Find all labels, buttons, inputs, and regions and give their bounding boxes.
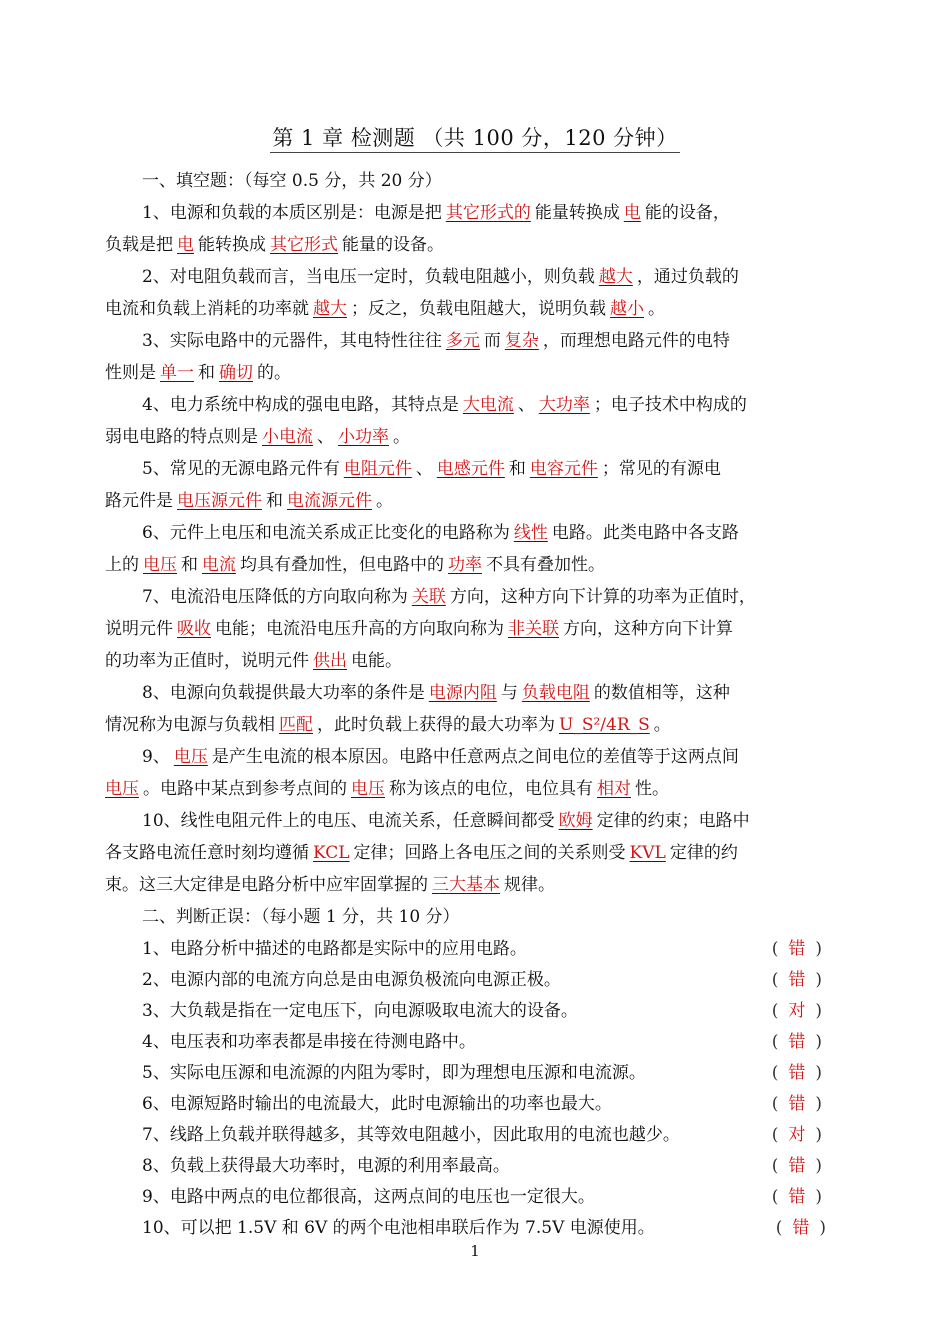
- tf-answer: ( 错 ): [771, 1032, 822, 1052]
- answer-blank: 负载电阻: [521, 683, 590, 703]
- answer-blank: 电压: [351, 779, 385, 799]
- answer-blank: 电流源元件: [287, 491, 372, 511]
- question-3-line-1: 3、实际电路中的元器件，其电特性往往 多元 而 复杂 ，而理想电路元件的电特: [142, 331, 730, 351]
- answer-blank: 电容元件: [529, 459, 598, 479]
- question-8-line-1: 8、电源向负载提供最大功率的条件是 电源内阻 与 负载电阻 的数值相等，这种: [142, 683, 730, 703]
- answer-blank: KVL: [629, 843, 666, 863]
- answer-blank: 其它形式的: [445, 203, 531, 223]
- tf-item: 8、负载上获得最大功率时，电源的利用率最高。: [142, 1156, 510, 1176]
- answer-blank: 电阻元件: [343, 459, 412, 479]
- answer-blank: 电压: [173, 747, 208, 767]
- tf-item: 3、大负载是指在一定电压下，向电源吸取电流大的设备。: [142, 1001, 578, 1021]
- section-heading-true-false: 二、判断正误：（每小题 1 分，共 10 分）: [142, 907, 460, 927]
- question-7-line-1: 7、电流沿电压降低的方向取向称为 关联 方向，这种方向下计算的功率为正值时，: [142, 587, 756, 607]
- answer-blank: 关联: [411, 587, 446, 607]
- question-10-line-1: 10、线性电阻元件上的电压、电流关系，任意瞬间都受 欧姆 定律的约束；电路中: [142, 811, 750, 831]
- tf-answer: ( 对 ): [771, 1125, 822, 1145]
- tf-answer: ( 错 ): [771, 1187, 822, 1207]
- answer-blank: 电: [623, 203, 641, 223]
- answer-blank: 单一: [160, 363, 194, 383]
- tf-item: 6、电源短路时输出的电流最大，此时电源输出的功率也最大。: [142, 1094, 612, 1114]
- question-4-line-2: 弱电电路的特点则是 小电流 、 小功率 。: [105, 427, 410, 447]
- answer-blank: 确切: [219, 363, 253, 383]
- tf-answer: ( 错 ): [771, 1094, 822, 1114]
- answer-blank: 电压: [105, 779, 139, 799]
- answer-blank: 电流: [202, 555, 236, 575]
- question-1-line-1: 1、电源和负载的本质区别是：电源是把 其它形式的 能量转换成 电 能的设备，: [142, 203, 730, 223]
- question-9-line-2: 电压 。电路中某点到参考点间的 电压 称为该点的电位，电位具有 相对 性。: [105, 779, 669, 799]
- question-2-line-2: 电流和负载上消耗的功率就 越大 ；反之，负载电阻越大，说明负载 越小 。: [105, 299, 665, 319]
- question-10-line-2: 各支路电流任意时刻均遵循 KCL 定律；回路上各电压之间的关系则受 KVL 定律的约: [105, 843, 738, 863]
- answer-blank: U_S²/4R_S: [559, 715, 650, 735]
- tf-item: 1、电路分析中描述的电路都是实际中的应用电路。: [142, 939, 527, 959]
- answer-blank: 电压: [143, 555, 177, 575]
- question-6-line-2: 上的 电压 和 电流 均具有叠加性，但电路中的 功率 不具有叠加性。: [105, 555, 605, 575]
- answer-blank: 吸收: [177, 619, 211, 639]
- question-9-line-1: 9、 电压 是产生电流的根本原因。电路中任意两点之间电位的差值等于这两点间: [142, 747, 739, 767]
- tf-answer: ( 错 ): [775, 1218, 826, 1238]
- question-2-line-1: 2、对电阻负载而言，当电压一定时，负载电阻越小，则负载 越大 ，通过负载的: [142, 267, 739, 287]
- page-title: 第 1 章 检测题 （共 100 分，120 分钟）: [0, 122, 950, 152]
- question-5-line-2: 路元件是 电压源元件 和 电流源元件 。: [105, 491, 393, 511]
- answer-blank: 小功率: [338, 427, 389, 447]
- answer-blank: 非关联: [508, 619, 559, 639]
- answer-blank: 欧姆: [558, 811, 593, 831]
- question-4-line-1: 4、电力系统中构成的强电电路，其特点是 大电流 、 大功率 ；电子技术中构成的: [142, 395, 747, 415]
- answer-blank: 大电流: [462, 395, 514, 415]
- answer-blank: 大功率: [538, 395, 590, 415]
- question-3-line-2: 性则是 单一 和 确切 的。: [105, 363, 291, 383]
- answer-blank: 供出: [313, 651, 347, 671]
- question-7-line-3: 的功率为正值时，说明元件 供出 电能。: [105, 651, 402, 671]
- tf-item: 4、电压表和功率表都是串接在待测电路中。: [142, 1032, 476, 1052]
- answer-blank: 复杂: [504, 331, 539, 351]
- page-number: 1: [470, 1242, 480, 1260]
- answer-blank: 电感元件: [436, 459, 505, 479]
- tf-item: 7、线路上负载并联得越多，其等效电阻越小，因此取用的电流也越少。: [142, 1125, 680, 1145]
- answer-blank: 线性: [513, 523, 548, 543]
- tf-answer: ( 对 ): [771, 1001, 822, 1021]
- question-7-line-2: 说明元件 吸收 电能；电流沿电压升高的方向取向称为 非关联 方向，这种方向下计算: [105, 619, 733, 639]
- question-5-line-1: 5、常见的无源电路元件有 电阻元件 、 电感元件 和 电容元件 ；常见的有源电: [142, 459, 721, 479]
- answer-blank: 功率: [448, 555, 482, 575]
- answer-blank: 其它形式: [270, 235, 338, 255]
- answer-blank: 越小: [610, 299, 644, 319]
- tf-answer: ( 错 ): [771, 970, 822, 990]
- answer-blank: 电压源元件: [177, 491, 262, 511]
- answer-blank: KCL: [313, 843, 350, 863]
- tf-answer: ( 错 ): [771, 1156, 822, 1176]
- question-8-line-2: 情况称为电源与负载相 匹配 ，此时负载上获得的最大功率为 U_S²/4R_S 。: [105, 715, 671, 735]
- tf-answer: ( 错 ): [771, 939, 822, 959]
- answer-blank: 匹配: [279, 715, 313, 735]
- answer-blank: 三大基本: [432, 875, 500, 895]
- question-6-line-1: 6、元件上电压和电流关系成正比变化的电路称为 线性 电路。此类电路中各支路: [142, 523, 739, 543]
- answer-blank: 小电流: [262, 427, 313, 447]
- question-10-line-3: 束。这三大定律是电路分析中应牢固掌握的 三大基本 规律。: [105, 875, 555, 895]
- tf-answer: ( 错 ): [771, 1063, 822, 1083]
- answer-blank: 电: [177, 235, 194, 255]
- question-1-line-2: 负载是把 电 能转换成 其它形式 能量的设备。: [105, 235, 444, 255]
- answer-blank: 相对: [597, 779, 631, 799]
- answer-blank: 越大: [313, 299, 347, 319]
- tf-item: 5、实际电压源和电流源的内阻为零时，即为理想电压源和电流源。: [142, 1063, 646, 1083]
- answer-blank: 电源内阻: [428, 683, 497, 703]
- answer-blank: 多元: [445, 331, 480, 351]
- tf-item: 2、电源内部的电流方向总是由电源负极流向电源正极。: [142, 970, 561, 990]
- tf-item: 10、可以把 1.5V 和 6V 的两个电池相串联后作为 7.5V 电源使用。: [142, 1218, 655, 1238]
- section-heading-fill-in: 一、填空题：（每空 0.5 分，共 20 分）: [142, 171, 442, 191]
- answer-blank: 越大: [598, 267, 633, 287]
- tf-item: 9、电路中两点的电位都很高，这两点间的电压也一定很大。: [142, 1187, 595, 1207]
